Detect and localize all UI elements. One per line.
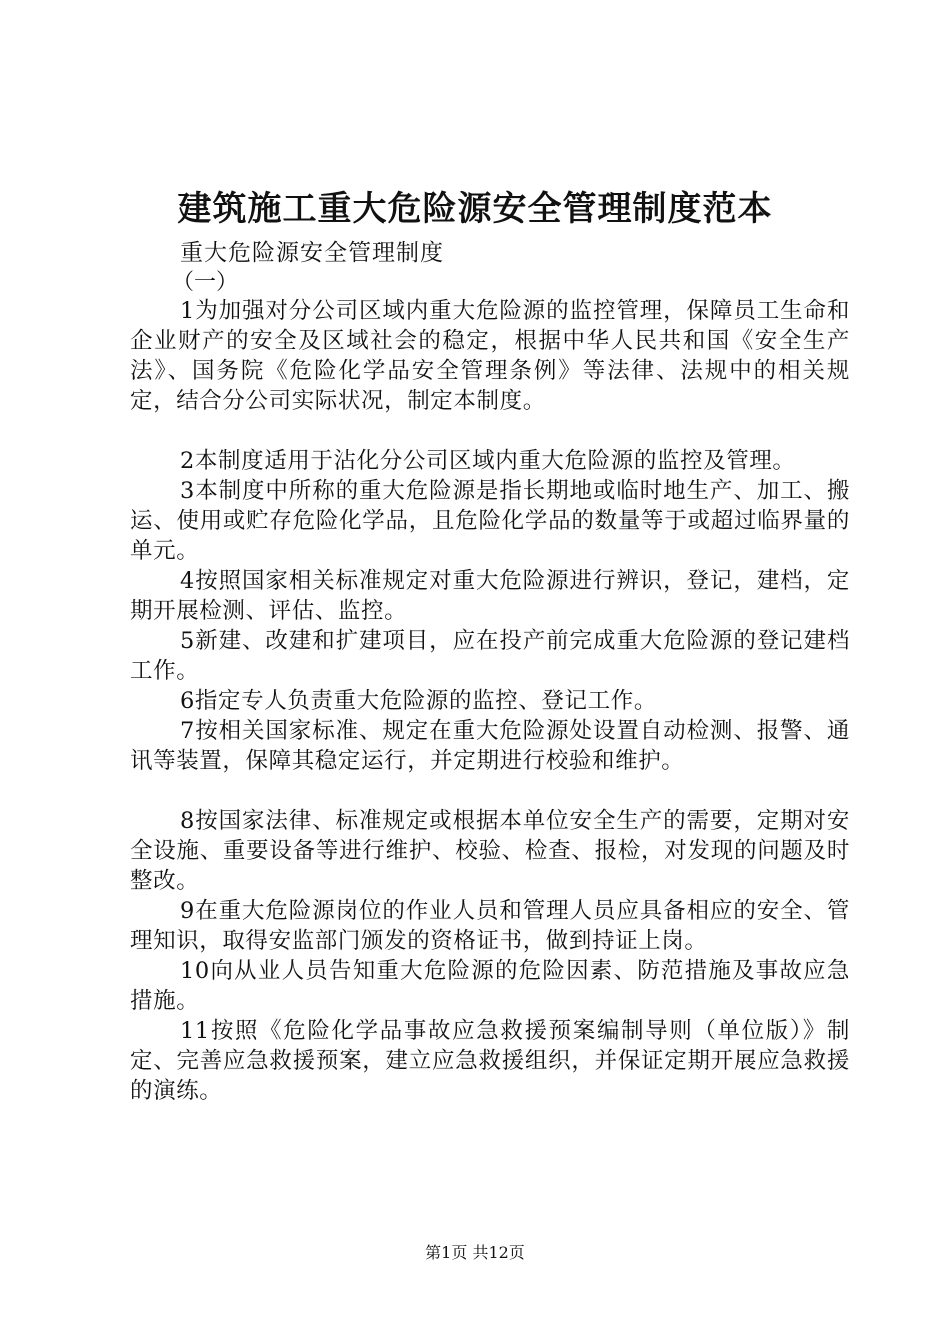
section-number: （一）	[172, 270, 239, 295]
paragraph-10: 10向从业人员告知重大危险源的危险因素、防范措施及事故应急措施。	[130, 958, 850, 1014]
paragraph-5: 5新建、改建和扩建项目，应在投产前完成重大危险源的登记建档工作。	[130, 628, 850, 684]
document-title: 建筑施工重大危险源安全管理制度范本	[177, 189, 773, 229]
paragraph-9: 9在重大危险源岗位的作业人员和管理人员应具备相应的安全、管理知识，取得安监部门颁发的资格证书，做到持证上岗。	[130, 898, 850, 954]
document-body	[130, 296, 850, 1106]
page-footer: 第1页 共12页	[425, 1243, 525, 1262]
paragraph-4: 4按照国家相关标准规定对重大危险源进行辨识，登记，建档，定期开展检测、评估、监控。	[130, 568, 850, 624]
paragraph-8: 8按国家法律、标准规定或根据本单位安全生产的需要，定期对安全设施、重要设备等进行维护、校验、检查、报检，对发现的问题及时整改。	[130, 808, 850, 894]
document-subtitle: 重大危险源安全管理制度	[180, 240, 444, 266]
paragraph-2: 2本制度适用于沾化分公司区域内重大危险源的监控及管理。	[180, 448, 796, 474]
paragraph-11: 11按照《危险化学品事故应急救援预案编制导则（单位版）》制定、完善应急救援预案，建立应急救援组织，并保证定期开展应急救援的演练。	[130, 1018, 850, 1104]
paragraph-7: 7按相关国家标准、规定在重大危险源处设置自动检测、报警、通讯等装置，保障其稳定运行，并定期进行校验和维护。	[130, 718, 850, 774]
paragraph-1: 1为加强对分公司区域内重大危险源的监控管理，保障员工生命和企业财产的安全及区域社会的稳定，根据中华人民共和国《安全生产法》、国务院《危险化学品安全管理条例》等法律、法规中的相关规定，结合分公司实际状况，制定本制度。	[130, 298, 850, 414]
paragraph-3: 3本制度中所称的重大危险源是指长期地或临时地生产、加工、搬运、使用或贮存危险化学品，且危险化学品的数量等于或超过临界量的单元。	[130, 478, 850, 564]
paragraph-6: 6指定专人负责重大危险源的监控、登记工作。	[180, 688, 657, 714]
